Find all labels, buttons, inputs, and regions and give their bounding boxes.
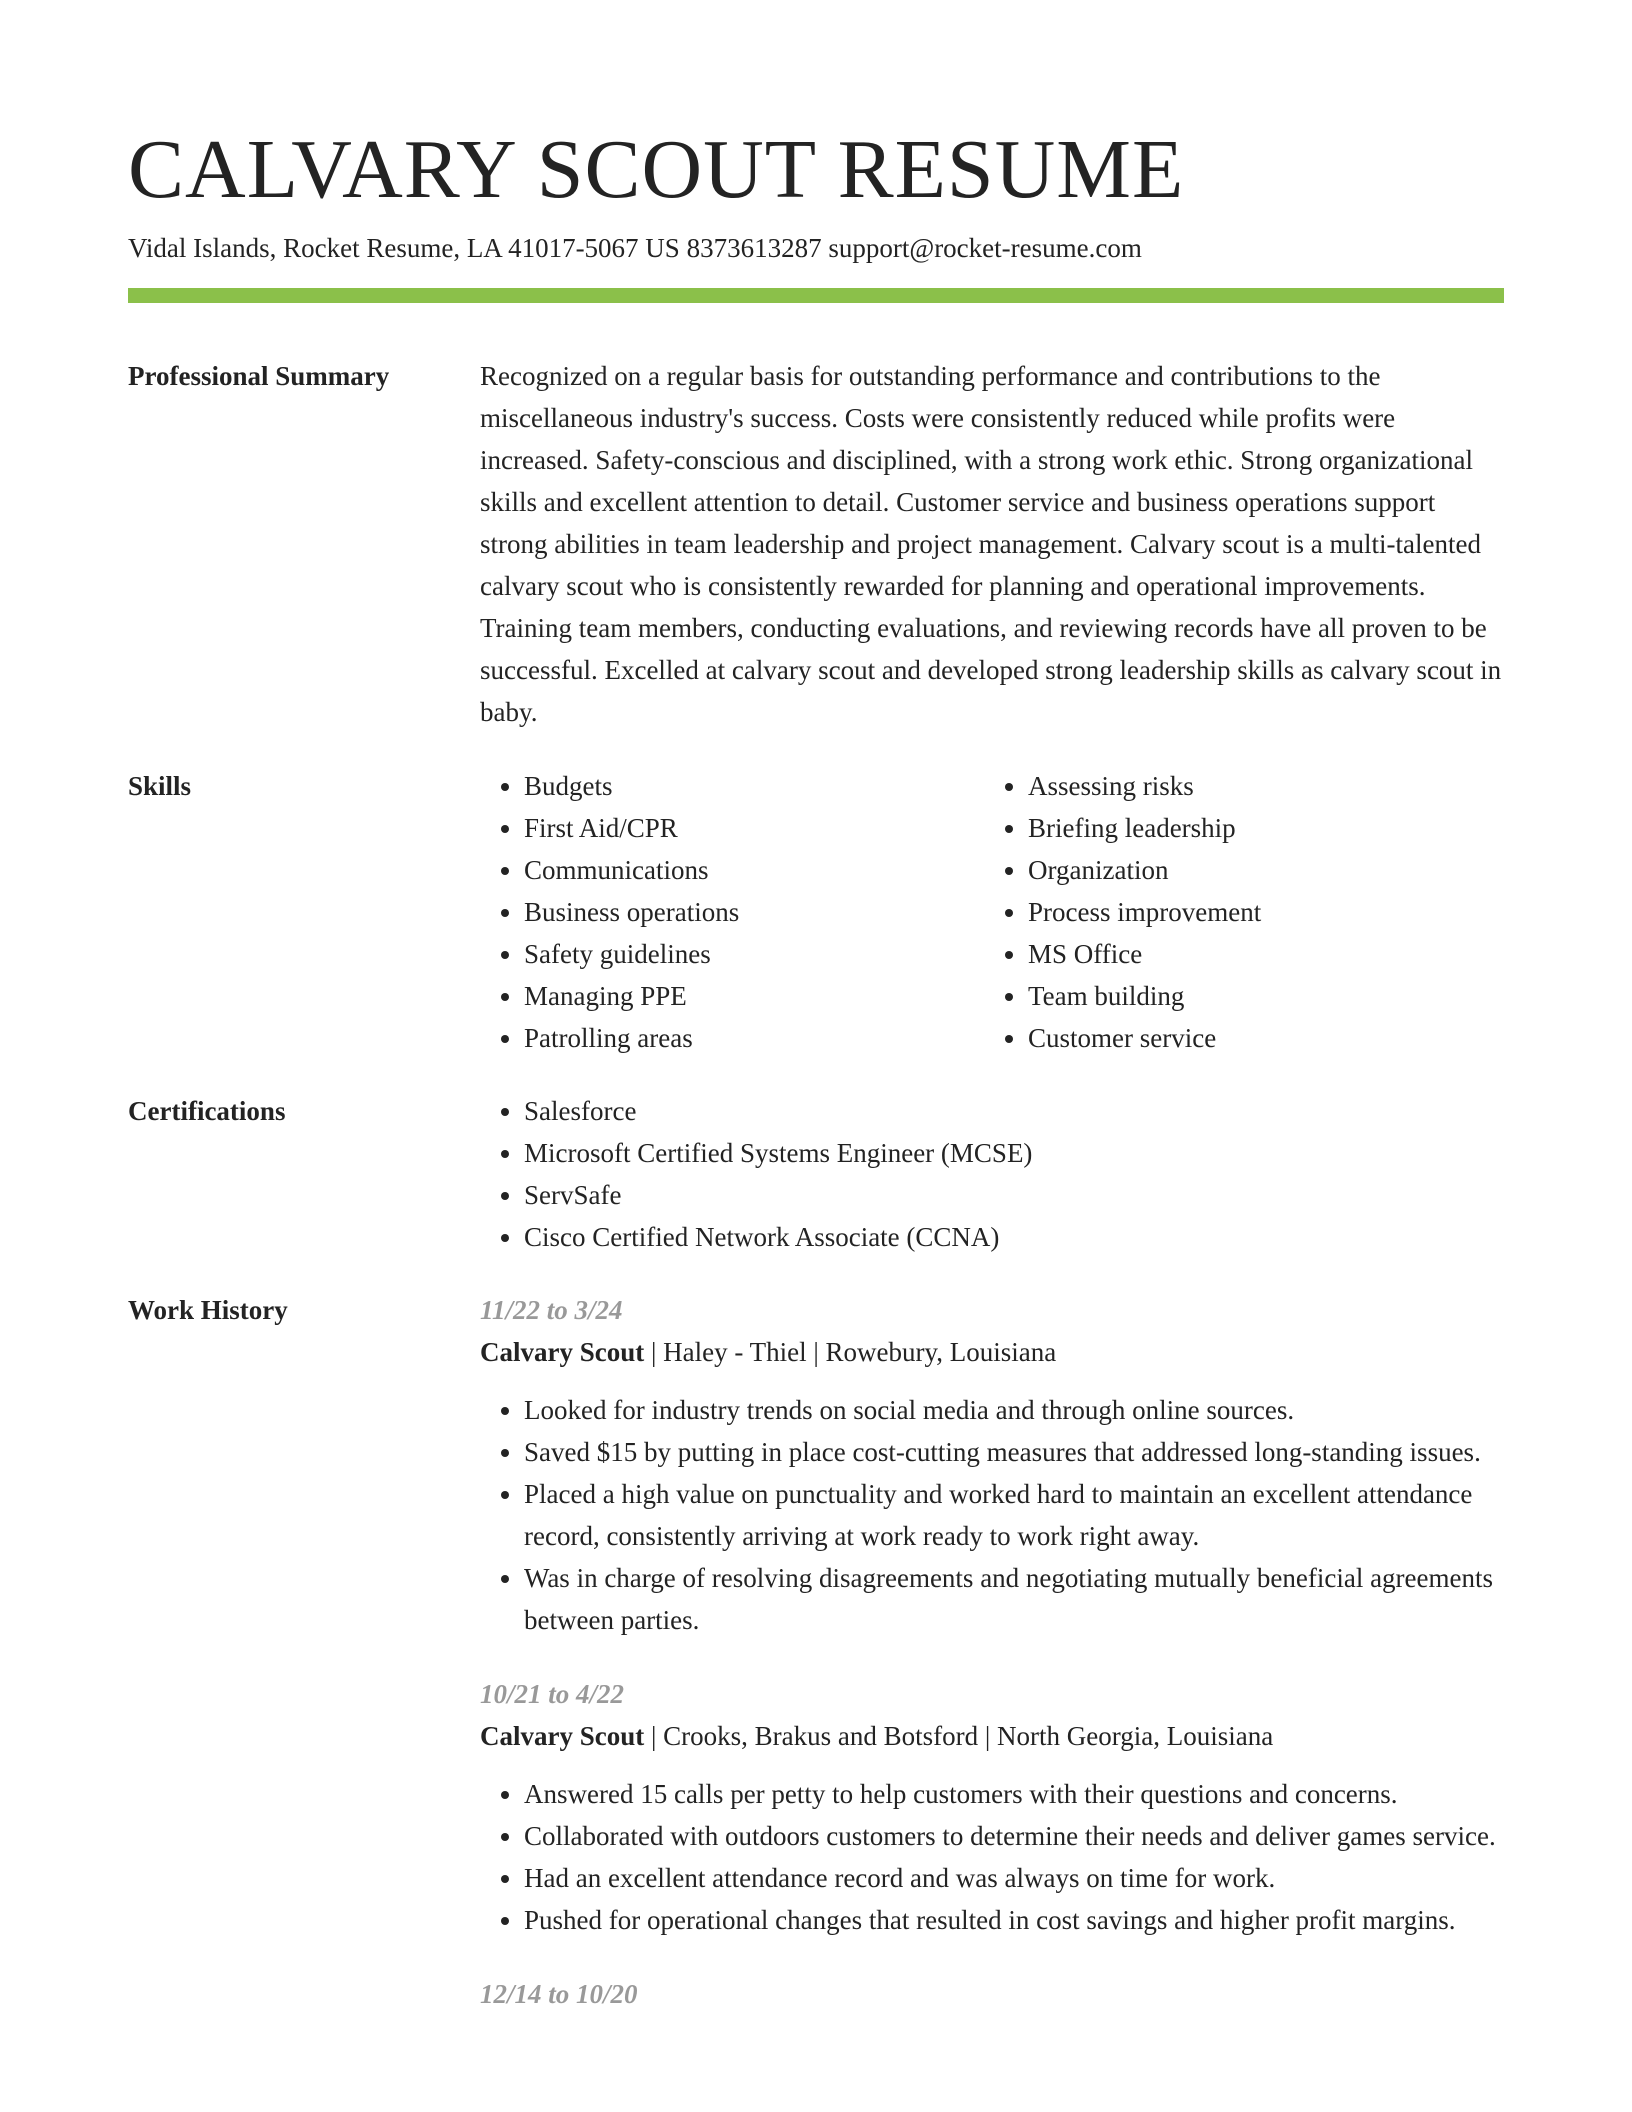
skill-item: • Managing PPE: [524, 975, 984, 1017]
resume-page: [128, 120, 1504, 2015]
skills-heading: Skills: [128, 771, 192, 801]
work-history-body: [480, 1289, 1504, 2015]
job-title: Calvary Scout: [480, 1337, 645, 1367]
job-bullet: • Looked for industry trends on social media and through online sources.: [524, 1389, 1504, 1431]
job-bullets: [480, 1773, 1504, 1941]
accent-divider: [128, 288, 1504, 303]
skill-item: • Business operations: [524, 891, 984, 933]
job-entry: [480, 1673, 1504, 1941]
skill-item: • Organization: [1028, 849, 1488, 891]
job-bullet: • Had an excellent attendance record and was always on time for work.: [524, 1857, 1504, 1899]
job-dates: 10/21 to 4/22: [480, 1679, 625, 1709]
skills-section: [128, 765, 1504, 1059]
skills-column-left: [480, 765, 984, 1059]
certifications-section: [128, 1090, 1504, 1258]
skill-item: • Team building: [1028, 975, 1488, 1017]
skill-item: • Process improvement: [1028, 891, 1488, 933]
job-bullet: • Answered 15 calls per petty to help customers with their questions and concerns.: [524, 1773, 1504, 1815]
summary-section: [128, 355, 1504, 733]
certifications-body: [480, 1090, 1504, 1258]
summary-text: Recognized on a regular basis for outstanding performance and contributions to the miscellaneous industry's success. Costs were consistently reduced while profits were increased. Safety-conscious and disciplined, with a strong work ethic. Strong organizational skills and excellent attention to detail. Customer service and business operations support strong abilities in team leadership and project management. Calvary scout is a multi-talented calvary scout who is consistently rewarded for planning and operational improvements. Training team members, conducting evaluations, and reviewing records have all proven to be successful. Excelled at calvary scout and developed strong leadership skills as calvary scout in baby.: [480, 361, 1502, 727]
skills-column-right: [984, 765, 1488, 1059]
resume-title: CALVARY SCOUT RESUME: [128, 123, 1185, 216]
skill-item: • Budgets: [524, 765, 984, 807]
job-entry: [480, 1973, 1504, 2015]
skill-item: • First Aid/CPR: [524, 807, 984, 849]
skill-item: • Safety guidelines: [524, 933, 984, 975]
certification-item: • Cisco Certified Network Associate (CCNA): [524, 1216, 1504, 1258]
skill-item: • Patrolling areas: [524, 1017, 984, 1059]
work-history-heading: Work History: [128, 1295, 288, 1325]
job-title-line: [480, 1715, 1504, 1757]
certification-item: • Salesforce: [524, 1090, 1504, 1132]
skill-item: • Communications: [524, 849, 984, 891]
certifications-list: [480, 1090, 1504, 1258]
summary-body: [480, 355, 1504, 733]
summary-heading: Professional Summary: [128, 361, 390, 391]
job-dates: 12/14 to 10/20: [480, 1979, 638, 2009]
work-history-section: [128, 1289, 1504, 2015]
skill-item: • Customer service: [1028, 1017, 1488, 1059]
job-employer-location: | Haley - Thiel | Rowebury, Louisiana: [644, 1337, 1057, 1367]
job-bullets: [480, 1389, 1504, 1641]
certification-item: • Microsoft Certified Systems Engineer (MCSE): [524, 1132, 1504, 1174]
job-entry: [480, 1289, 1504, 1641]
skill-item: • Briefing leadership: [1028, 807, 1488, 849]
job-bullet: • Collaborated with outdoors customers to determine their needs and deliver games service.: [524, 1815, 1504, 1857]
skills-list-right: [984, 765, 1488, 1059]
job-bullet: • Was in charge of resolving disagreements and negotiating mutually beneficial agreements between parties.: [524, 1557, 1504, 1641]
skills-list-left: [480, 765, 984, 1059]
skill-item: • Assessing risks: [1028, 765, 1488, 807]
job-title-line: [480, 1331, 1504, 1373]
skills-body: [480, 765, 1504, 1059]
contact-line: Vidal Islands, Rocket Resume, LA 41017-5067 US 8373613287 support@rocket-resume.com: [128, 233, 1142, 263]
skill-item: • MS Office: [1028, 933, 1488, 975]
certification-item: • ServSafe: [524, 1174, 1504, 1216]
job-bullet: • Saved $15 by putting in place cost-cutting measures that addressed long-standing issues.: [524, 1431, 1504, 1473]
job-title: Calvary Scout: [480, 1721, 645, 1751]
job-bullet: • Pushed for operational changes that resulted in cost savings and higher profit margins.: [524, 1899, 1504, 1941]
certifications-heading: Certifications: [128, 1096, 286, 1126]
job-employer-location: | Crooks, Brakus and Botsford | North Georgia, Louisiana: [644, 1721, 1274, 1751]
job-dates: 11/22 to 3/24: [480, 1295, 623, 1325]
job-bullet: • Placed a high value on punctuality and worked hard to maintain an excellent attendance record, consistently arriving at work ready to work right away.: [524, 1473, 1504, 1557]
